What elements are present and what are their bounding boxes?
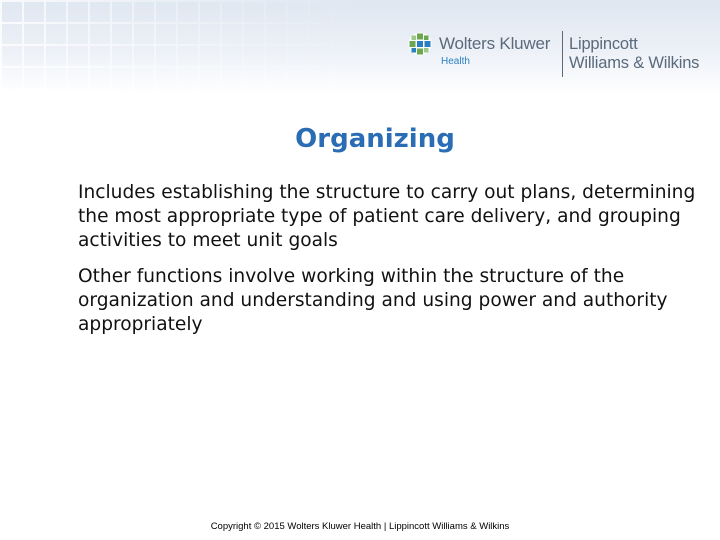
bullet-list bbox=[78, 181, 698, 349]
wolters-kluwer-division: Health bbox=[441, 56, 470, 67]
header-bar bbox=[0, 0, 720, 94]
publisher-logo bbox=[408, 29, 718, 81]
lippincott-wordmark-line2: Williams & Wilkins bbox=[569, 54, 700, 72]
bullet-item: Includes establishing the structure to carry out plans, determining the most appropriate type of patient care delivery, and grouping activities to meet unit goals bbox=[78, 182, 696, 251]
slide-title: Organizing bbox=[295, 124, 455, 154]
lippincott-wordmark-line1: Lippincott bbox=[569, 35, 638, 53]
bullet-item: Other functions involve working within the structure of the organization and understanding and using power and authority appropriately bbox=[78, 266, 668, 335]
copyright-footer: Copyright © 2015 Wolters Kluwer Health | Lippincott Williams & Wilkins bbox=[210, 521, 510, 532]
grid-pattern-decoration bbox=[0, 0, 360, 94]
wolters-kluwer-wordmark: Wolters Kluwer bbox=[439, 34, 551, 53]
wolters-kluwer-logo-icon bbox=[408, 32, 432, 56]
logo-divider bbox=[562, 31, 563, 77]
